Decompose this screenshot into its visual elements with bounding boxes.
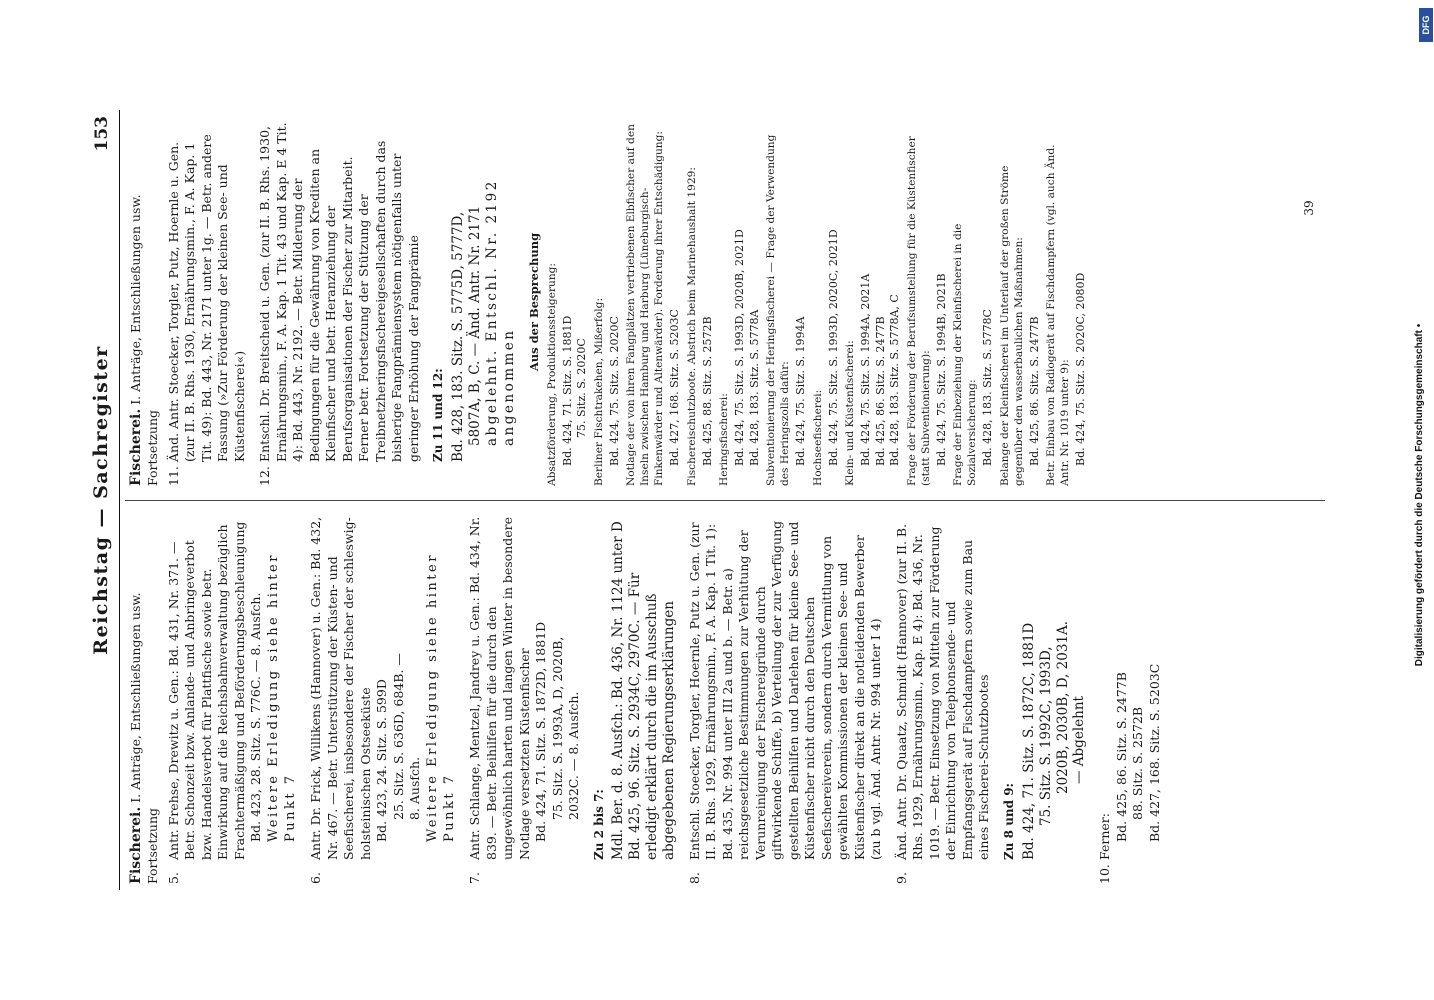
entry-number: 10. — [1097, 864, 1113, 884]
topic-label: Klein- und Küstenfischerei: — [844, 340, 857, 486]
topic-stroeme — [999, 118, 1042, 486]
report-outcome: Bd. 425, 96. Sitz. S. 2934C, 2970C. — Für erledigt erklärt durch die im Ausschuß abgegebenen Regierungserklärungen — [627, 572, 678, 860]
entry-text: Ferner: — [1097, 813, 1113, 860]
margin-number-text: 39 — [1302, 200, 1316, 216]
topic-reference: Bd. 425, 86. Sitz. S. 2477B — [1027, 316, 1041, 466]
topic-reference: Bd. 428, 183. Sitz. S. 5778A, C — [888, 294, 902, 466]
summary-heading: Zu 8 und 9: — [1001, 783, 1016, 860]
entry-number: 7. — [467, 872, 483, 884]
topic-reference: Bd. 428, 183. Sitz. S. 5778C — [981, 309, 995, 466]
entry-reference: Bd. 423, 28. Sitz. S. 776C. — 8. Ausfch. — [248, 592, 264, 842]
page-header — [75, 110, 115, 890]
topic-reference: Bd. 424, 75. Sitz. S. 1994A — [794, 316, 808, 466]
entry-text: Antr. Schlange, Mentzel, Jandrey u. Gen.: Bd. 434, Nr. 839. — Betr. Beihilfen für die durch den ungewöhnlich harten und langen Winter in besondere Notlage versetzten Küstenfischer — [467, 516, 532, 860]
section-keyword: Fischerei. — [128, 408, 144, 486]
topic-schutzboote — [686, 118, 715, 486]
topic-hochseefischerei — [812, 118, 841, 486]
entry-reference: Bd. 425, 86. Sitz. S. 2477B — [1113, 672, 1129, 842]
topic-absatzfoerderung — [546, 118, 590, 486]
entry-reference: 75. Sitz. S. 1993A, D, 2020B, — [549, 636, 565, 820]
topic-reference: Bd. 424, 75. Sitz. S. 1993D, 2020B, 2021D — [733, 229, 747, 466]
entry-text: Änd. Antr. Stoecker, Torgler, Putz, Hoernle u. Gen. (zur II. B. Rhs. 1930, Ernährungsmin., F. A. Kap. 1 Tit. 49): Bd. 443, Nr. 2171 unter 1g. — Betr. andere Fassung (»Zur Förderung der kleinen See- und Küstenfischerei«) — [165, 134, 247, 462]
topic-sozialversicherung — [952, 118, 995, 486]
entry-reference: 25. Sitz. S. 636D, 684B. — — [390, 653, 406, 820]
summary-heading: Zu 11 und 12: — [431, 368, 446, 462]
summary-heading: Zu 2 bis 7: — [591, 789, 606, 860]
topic-reference: Bd. 424, 75. Sitz. S. 2020C — [607, 316, 621, 466]
summary-8-and-9 — [1002, 516, 1088, 884]
topic-label: Hochseefischerei: — [811, 389, 824, 486]
summary-11-and-12 — [431, 118, 517, 486]
topic-label: Fischereischutzboote. Abstrich beim Marinehaushalt 1929: — [685, 167, 698, 486]
topic-reference: Bd. 424, 75. Sitz. S. 1993D, 2020C, 2021D — [826, 229, 840, 466]
topic-label: Belange der Kleinfischerei im Unterlauf der großen Ströme gegenüber den wasserbaulichen Maßnahmen: — [998, 165, 1025, 486]
topic-label: Notlage der von ihren Fangplätzen vertriebenen Elbfischer auf den Inseln zwischen Hamburg und Harburg (Lüneburgisch-Finkenwärder und Altenwärder). Forderung ihrer Entschädigung: — [625, 124, 666, 486]
topic-berliner-fisch — [593, 118, 622, 486]
entry-number: 6. — [308, 872, 324, 884]
topic-berufsumstellung — [906, 118, 949, 486]
entry-reference: Bd. 424, 71. Sitz. S. 1872C, 1881D — [1020, 622, 1037, 860]
topic-label: Frage der Förderung der Berufsumstellung für die Küstenfischer (statt Subventionierung): — [905, 136, 932, 486]
dfg-logo — [1419, 8, 1433, 42]
entry-reference: 8. Ausfch. — [407, 756, 423, 820]
rotated-page-content — [75, 110, 1375, 890]
entry-reference: Bd. 428, 183. Sitz. S. 5775D, 5777D, — [450, 211, 467, 462]
entry-reference: 5807A, B, C. — Änd. Antr. Nr. 2171 — [467, 205, 484, 446]
topic-radiogeraet — [1045, 118, 1088, 486]
topic-label: Berliner Fischtrakehen, Mißerfolg: — [592, 297, 605, 486]
entry-number: 8. — [686, 872, 702, 884]
page-number: 153 — [92, 116, 112, 152]
entry-note: Weitere Erledigung siehe hinter Punkt 7 — [424, 553, 457, 842]
entry-11 — [166, 118, 249, 486]
column-divider — [125, 500, 1325, 501]
margin-number — [1302, 198, 1320, 218]
topic-reference: Bd. 424, 75. Sitz. S. 1994B, 2021B — [934, 273, 948, 466]
section-heading — [127, 118, 162, 486]
entry-reference: 88. Sitz. S. 2572B — [1130, 706, 1146, 820]
section-heading — [127, 516, 162, 884]
entry-text: Antr. Dr. Frick, Willikens (Hannover) u. Gen.: Bd. 432, Nr. 467. — Betr. Unterstützung der Küsten- und Seefischerei, insbesondere der Fischer der schleswig-holsteinischen Ostseeküste — [308, 516, 373, 860]
topic-reference: 75. Sitz. S. 2020C — [575, 338, 589, 438]
entry-reference: Bd. 423, 24. Sitz. S. 599D — [374, 679, 390, 842]
header-rule — [119, 110, 120, 890]
topic-label: Frage der Einbeziehung der Kleinfischerei in die Sozialversicherung: — [952, 223, 979, 486]
entry-number: 5. — [165, 872, 181, 884]
digitization-notice — [1414, 80, 1430, 910]
entry-7 — [467, 516, 583, 884]
entry-note: Weitere Erledigung siehe hinter Punkt 7 — [265, 553, 299, 842]
topic-subventionierung — [765, 118, 808, 486]
topic-reference: Bd. 424, 75. Sitz. S. 2020C, 2080D — [1074, 272, 1088, 466]
entry-reference: Bd. 427, 168. Sitz. S. 5203C — [1146, 663, 1162, 842]
topic-reference: Bd. 428, 183. Sitz. S. 5778A — [747, 309, 761, 466]
entry-text: Antr. Frehse, Drewitz u. Gen.: Bd. 431, Nr. 371. — Betr. Schonzeit bzw. Anlande- und Anbringeverbot bzw. Handelsverbot für Plattfische sowie betr. Einwirkung auf die Reichsbahnverwaltung bezüglich Frachtermäßigung und Beförderungsbeschleunigung — [165, 521, 247, 860]
entry-10 — [1097, 516, 1163, 884]
entry-outcome: abgelehnt. Entschl. Nr. 2192 angenommen — [484, 179, 517, 446]
section-keyword: Fischerei. — [128, 806, 144, 884]
topic-label: Heringsfischerei: — [718, 393, 731, 486]
report-reference: Mdl. Ber. d. 8. Ausfch.: Bd. 436, Nr. 1124 unter D — [610, 521, 627, 860]
entry-number: 11. — [165, 466, 181, 486]
entry-text: Entschl. Dr. Breitscheid u. Gen. (zur II. B. Rhs. 1930, Ernährungsmin., F. A. Kap. 1 Tit. 43 und Kap. E 4 Tit. 4): Bd. 443, Nr. 2192. — Betr. Milderung der Bedingungen für die Gewährung von Krediten an Kleinfischer und betr. Heranziehung der Berufsorganisationen der Fischer zur Mitarbeit. Ferner betr. Fortsetzung der Stützung der Treibnetzheringsfischereigesellschaften durch das bisherige Fangprämiensystem nötigenfalls unter geringer Erhöhung der Fangprämie — [257, 122, 421, 462]
entry-number: 9. — [893, 872, 909, 884]
entry-12 — [257, 118, 422, 486]
entry-text: Änd. Antr. Dr. Quaatz, Schmidt (Hannover) (zur II. B. Rhs. 1929, Ernährungsmin., Kap. E 4): Bd. 436, Nr. 1019. — Betr. Einsetzung von Mitteln zur Förderung der Einrichtung von Telephonsende- und Empfangsgerät auf Fischdampfern sowie zum Bau eines Fischerei-Schutzbootes — [893, 523, 992, 860]
topic-reference: Bd. 425, 86. Sitz. S. 2477B — [873, 316, 887, 466]
entry-number: 12. — [257, 466, 273, 486]
topic-label: Subventionierung der Heringsfischerei — Frage der Verwendung des Heringszolls dafür: — [765, 134, 792, 486]
entry-text: Entschl. Stoecker, Torgler, Hoernle, Putz u. Gen. (zur II. B. Rhs. 1929, Ernährungsmin., F. A. Kap. 1 Tit. 1): Bd. 435, Nr. 994 unter III 2a und b. — Betr. a) reichsgesetzliche Bestimmungen zur Verhütung der Verunreinigung der Fischereigründe durch giftwirkende Schiffe, b) Verteilung der zur Verfügung gestellten Beihilfen und Darlehen für kleine See- und Küstenfischer nicht durch den Deutschen Seefischereiverein, sondern durch Vermittlung von gewählten Kommissionen der kleinen See- und Küstenfischer direkt an die notleidenden Bewerber (zu b vgl. Änd. Antr. Nr. 994 unter I 4) — [686, 520, 884, 860]
entry-reference: 2032C. — 8. Ausfch. — [566, 691, 582, 820]
section-title: I. Anträge, Entschließungen usw. Fortsetzung — [128, 194, 161, 486]
left-column — [127, 516, 1172, 884]
entry-outcome: — Abgelehnt — [1071, 696, 1088, 784]
topic-reference: Bd. 427, 168. Sitz. S. 5203C — [668, 309, 682, 466]
entry-reference: 2020B, 2030B, D, 2031A. — [1054, 620, 1071, 794]
right-column — [127, 118, 1089, 486]
entry-6 — [308, 516, 458, 884]
topic-elbfischer — [625, 118, 682, 486]
entry-9 — [894, 516, 993, 884]
dfg-logo-text: DFG — [1421, 15, 1431, 35]
summary-2-to-7 — [592, 516, 678, 884]
entry-8 — [687, 516, 885, 884]
running-title: Reichstag — Sachregister — [90, 345, 112, 655]
digitization-notice-text: Digitalisierung gefördert durch die Deutsche Forschungsgemeinschaft • — [1414, 323, 1425, 667]
entry-reference: 75. Sitz. S. 1992C, 1993D, — [1037, 646, 1054, 826]
entry-reference: Bd. 424, 71. Sitz. S. 1872D, 1881D — [533, 621, 549, 842]
topic-heringsfischerei — [718, 118, 762, 486]
entry-5 — [166, 516, 299, 884]
topic-kuestenfischerei — [844, 118, 903, 486]
topic-reference: Bd. 424, 75. Sitz. S. 1994A, 2021A — [859, 273, 873, 466]
topic-label: Absatzförderung, Produktionssteigerung: — [545, 262, 558, 486]
discussion-heading: Aus der Besprechung — [526, 232, 541, 372]
topic-reference: Bd. 425, 88. Sitz. S. 2572B — [700, 316, 714, 466]
section-title: I. Anträge, Entschließungen usw. Fortsetzung — [128, 592, 161, 884]
topic-label: Betr. Einbau von Radiogerät auf Fischdampfern (vgl. auch Änd. Antr. Nr. 1019 unter 9): — [1045, 144, 1072, 486]
topic-reference: Bd. 424, 71. Sitz. S. 1881D — [560, 315, 574, 466]
